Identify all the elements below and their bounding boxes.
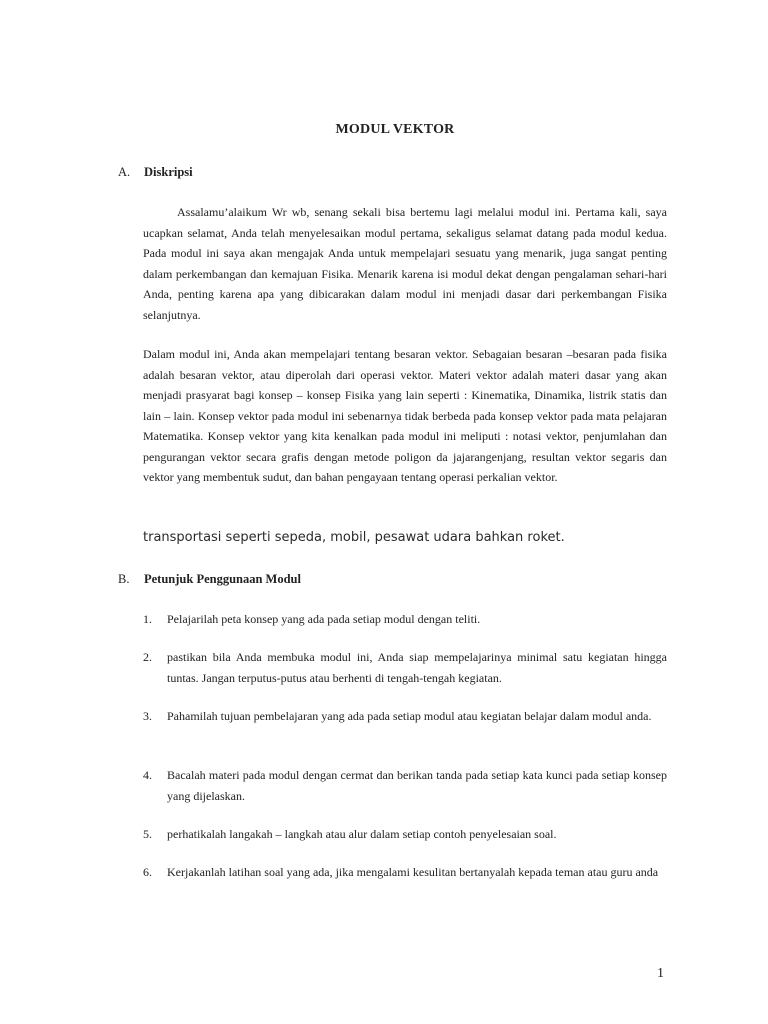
description-extra-line: transportasi seperti sepeda, mobil, pesawat udara bahkan roket. bbox=[143, 530, 565, 545]
list-item bbox=[143, 862, 667, 883]
page-title: MODUL VEKTOR bbox=[335, 122, 455, 137]
list-item bbox=[143, 706, 667, 727]
section-a-letter: A. bbox=[118, 165, 131, 179]
list-item bbox=[143, 609, 667, 630]
list-item-text: Kerjakanlah latihan soal yang ada, jika mengalami kesulitan bertanyalah kepada teman atau guru anda bbox=[167, 865, 659, 879]
list-item-text: Pahamilah tujuan pembelajaran yang ada pada setiap modul atau kegiatan belajar dalam modul anda. bbox=[167, 709, 652, 723]
list-item-text: perhatikalah langakah – langkah atau alur dalam setiap contoh penyelesaian soal. bbox=[167, 827, 557, 841]
description-paragraph-1: Assalamu’alaikum Wr wb, senang sekali bisa bertemu lagi melalui modul ini. Pertama kali, saya ucapkan selamat, Anda telah menyelesaikan modul pertama, sekaligus selamat datang pada modul kedua. Pada modul ini saya akan mengajak Anda untuk mempelajari sesuatu yang menarik, juga sangat penting dalam perkembangan dan kemajuan Fisika. Menarik karena isi modul dekat dengan pengalaman sehari-hari Anda, penting karena apa yang dibicarakan dalam modul ini menjadi dasar dari perkembangan Fisika selanjutnya. bbox=[143, 205, 667, 322]
list-item-number: 2. bbox=[143, 650, 152, 664]
list-item-number: 3. bbox=[143, 709, 152, 723]
list-item bbox=[143, 824, 667, 845]
list-item-number: 6. bbox=[143, 865, 152, 879]
list-item-text: Pelajarilah peta konsep yang ada pada setiap modul dengan teliti. bbox=[167, 612, 481, 626]
list-item-number: 1. bbox=[143, 612, 152, 626]
list-item-text: Bacalah materi pada modul dengan cermat dan berikan tanda pada setiap kata kunci pada setiap konsep yang dijelaskan. bbox=[167, 768, 667, 803]
page-number: 1 bbox=[657, 966, 664, 981]
list-item bbox=[143, 647, 667, 688]
section-a-title: Diskripsi bbox=[144, 165, 193, 179]
list-item-number: 4. bbox=[143, 768, 152, 782]
section-b-title: Petunjuk Penggunaan Modul bbox=[144, 572, 301, 586]
description-paragraph-2: Dalam modul ini, Anda akan mempelajari tentang besaran vektor. Sebagaian besaran –besaran pada fisika adalah besaran vektor, atau diperolah dari operasi vektor. Materi vektor adalah materi dasar yang akan menjadi prasyarat bagi konsep – konsep Fisika yang lain seperti : Kinematika, Dinamika, listrik statis dan lain – lain. Konsep vektor pada modul ini sebenarnya tidak berbeda pada konsep vektor pada mata pelajaran Matematika. Konsep vektor yang kita kenalkan pada modul ini meliputi : notasi vektor, penjumlahan dan pengurangan vektor secara grafis dengan metode poligon da jajarangenjang, resultan vektor segaris dan vektor yang membentuk sudut, dan bahan pengayaan tentang operasi perkalian vektor. bbox=[143, 347, 667, 484]
list-item-text: pastikan bila Anda membuka modul ini, Anda siap mempelajarinya minimal satu kegiatan hingga tuntas. Jangan terputus-putus atau berhenti di tengah-tengah kegiatan. bbox=[167, 650, 667, 685]
section-b-letter: B. bbox=[118, 572, 130, 586]
list-item bbox=[143, 765, 667, 806]
list-item-number: 5. bbox=[143, 827, 152, 841]
